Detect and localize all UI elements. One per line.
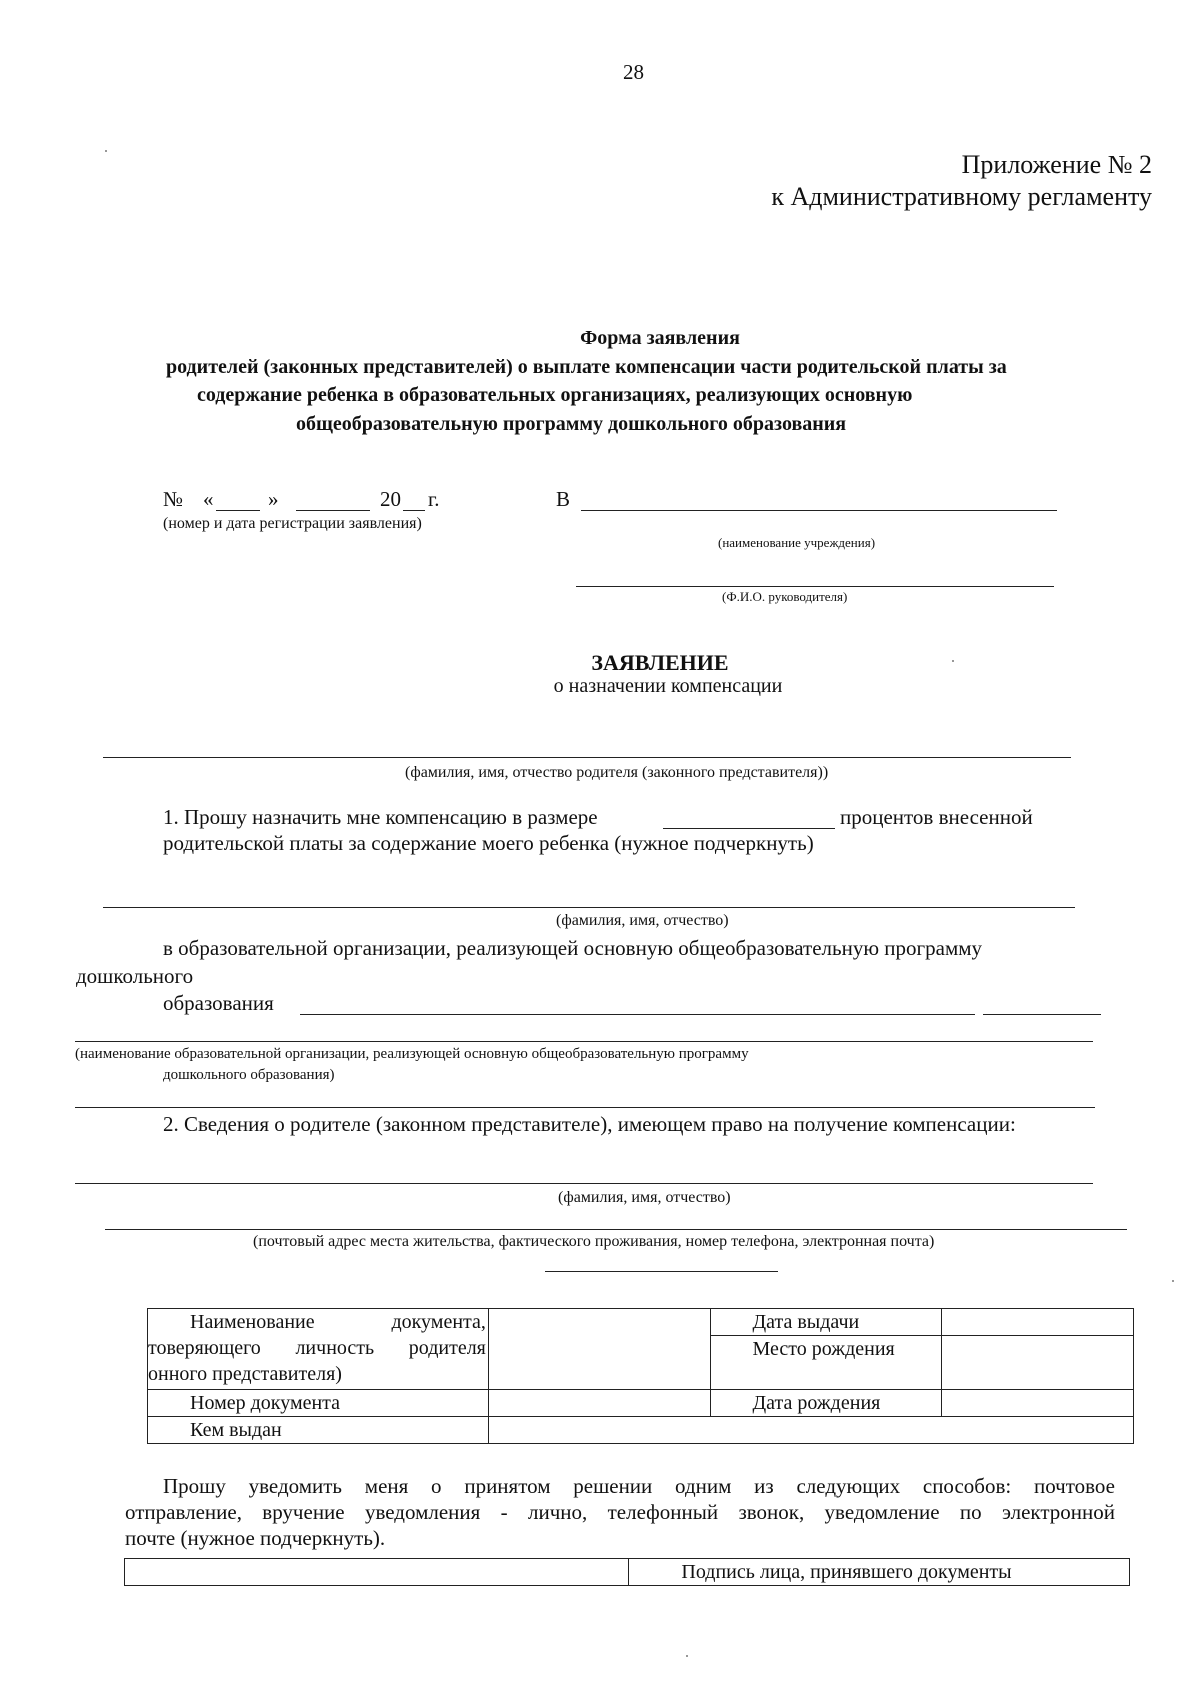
scan-speck [952,660,954,662]
doc-name-value[interactable] [488,1309,710,1390]
org-name-field[interactable] [300,1014,975,1015]
issue-date-cell [710,1309,942,1336]
birth-date-label: Дата рождения [752,1392,881,1414]
table-row [125,1559,1130,1586]
doc-name-label-2: товеряющего личность родителя [148,1337,486,1359]
org-caption: (наименование образовательной организации, реализующей основную общеобразовательную программу [75,1046,749,1062]
registration-quote-close: » [268,487,279,511]
birth-place-value[interactable] [942,1336,1134,1390]
representative-name-caption: (фамилия, имя, отчество) [558,1189,731,1206]
birth-place-cell [710,1336,942,1390]
parent-name-field[interactable] [103,757,1071,758]
doc-number-cell [148,1390,489,1417]
document-table [147,1308,1134,1444]
registration-year-prefix: 20 [380,487,401,511]
form-title-line-4: общеобразовательную программу дошкольного образования [296,413,847,435]
registration-day-field[interactable] [216,510,260,511]
scan-speck [105,150,107,152]
org-text: в образовательной организации, реализующей основную общеобразовательную программу [163,936,983,960]
address-caption: (почтовый адрес места жительства, фактического проживания, номер телефона, электронная почта) [253,1233,935,1250]
page-number: 28 [623,60,644,84]
signature-value[interactable] [125,1559,629,1586]
institution-name-field[interactable] [581,510,1057,511]
representative-name-field[interactable] [75,1183,1093,1184]
notify-text-2: отправление, вручение уведомления - лично, телефонный звонок, уведомление по электронной [125,1500,1115,1524]
notify-text-3: почте (нужное подчеркнуть). [125,1526,386,1550]
registration-month-field[interactable] [296,510,370,511]
doc-name-label: Наименование документа, [190,1311,486,1333]
issue-date-value[interactable] [942,1309,1134,1336]
doc-name-label-3: онного представителя) [148,1363,342,1385]
compensation-percent-field[interactable] [663,828,835,829]
issued-by-value[interactable] [488,1417,1133,1444]
parent-name-caption: (фамилия, имя, отчество родителя (законного представителя)) [405,764,829,781]
registration-year-field[interactable] [403,510,425,511]
signature-label: Подпись лица, принявшего документы [681,1561,1012,1583]
registration-caption: (номер и дата регистрации заявления) [163,515,422,532]
org-text-3: образования [163,991,274,1015]
item2-text: 2. Сведения о родителе (законном представителе), имеющем право на получение компенсации: [163,1112,1016,1136]
child-name-caption: (фамилия, имя, отчество) [556,912,729,929]
addressee-to-label: В [556,487,571,511]
issued-by-cell [148,1417,489,1444]
address-field-2[interactable] [545,1271,778,1272]
birth-date-cell [710,1390,942,1417]
appendix-subtitle: к Административному регламенту [771,182,1152,211]
table-row [148,1390,1134,1417]
item1-text-3: родительской платы за содержание моего ребенка (нужное подчеркнуть) [163,831,814,855]
registration-year-suffix: г. [428,487,440,511]
org-text-2: дошкольного [76,964,194,988]
statement-subtitle: о назначении компенсации [553,675,783,697]
notify-text: Прошу уведомить меня о принятом решении одним из следующих способов: почтовое [163,1474,1115,1498]
statement-title: ЗАЯВЛЕНИЕ [591,650,729,675]
head-caption: (Ф.И.О. руководителя) [722,589,848,604]
table-row [148,1417,1134,1444]
appendix-title: Приложение № 2 [961,150,1152,179]
child-name-field[interactable] [103,907,1075,908]
table-row [148,1309,1134,1336]
head-name-field[interactable] [576,586,1054,587]
form-title-line-2: родителей (законных представителей) о выплате компенсации части родительской платы за [166,356,1007,378]
form-title-line-3: содержание ребенка в образовательных организациях, реализующих основную [197,384,913,406]
org-caption-2: дошкольного образования) [163,1067,335,1083]
doc-name-cell [148,1309,489,1390]
institution-caption: (наименование учреждения) [718,535,876,550]
separator-line [75,1107,1095,1108]
org-name-field-2[interactable] [983,1014,1101,1015]
org-name-field-3[interactable] [75,1041,1093,1042]
item1-text-2: процентов внесенной [840,805,1033,829]
registration-quote-open: « [203,487,214,511]
scan-speck [686,1655,688,1657]
signature-table [124,1558,1130,1586]
doc-number-value[interactable] [488,1390,710,1417]
registration-no-label: № [163,487,184,511]
item1-text: 1. Прошу назначить мне компенсацию в размере [163,805,598,829]
doc-number-label: Номер документа [190,1392,341,1414]
signature-cell [629,1559,1130,1586]
birth-place-label: Место рождения [752,1338,895,1360]
address-field[interactable] [105,1229,1127,1230]
issue-date-label: Дата выдачи [752,1311,860,1333]
scan-speck [1172,1280,1174,1282]
birth-date-value[interactable] [942,1390,1134,1417]
form-title: Форма заявления [580,327,740,349]
issued-by-label: Кем выдан [190,1419,282,1441]
